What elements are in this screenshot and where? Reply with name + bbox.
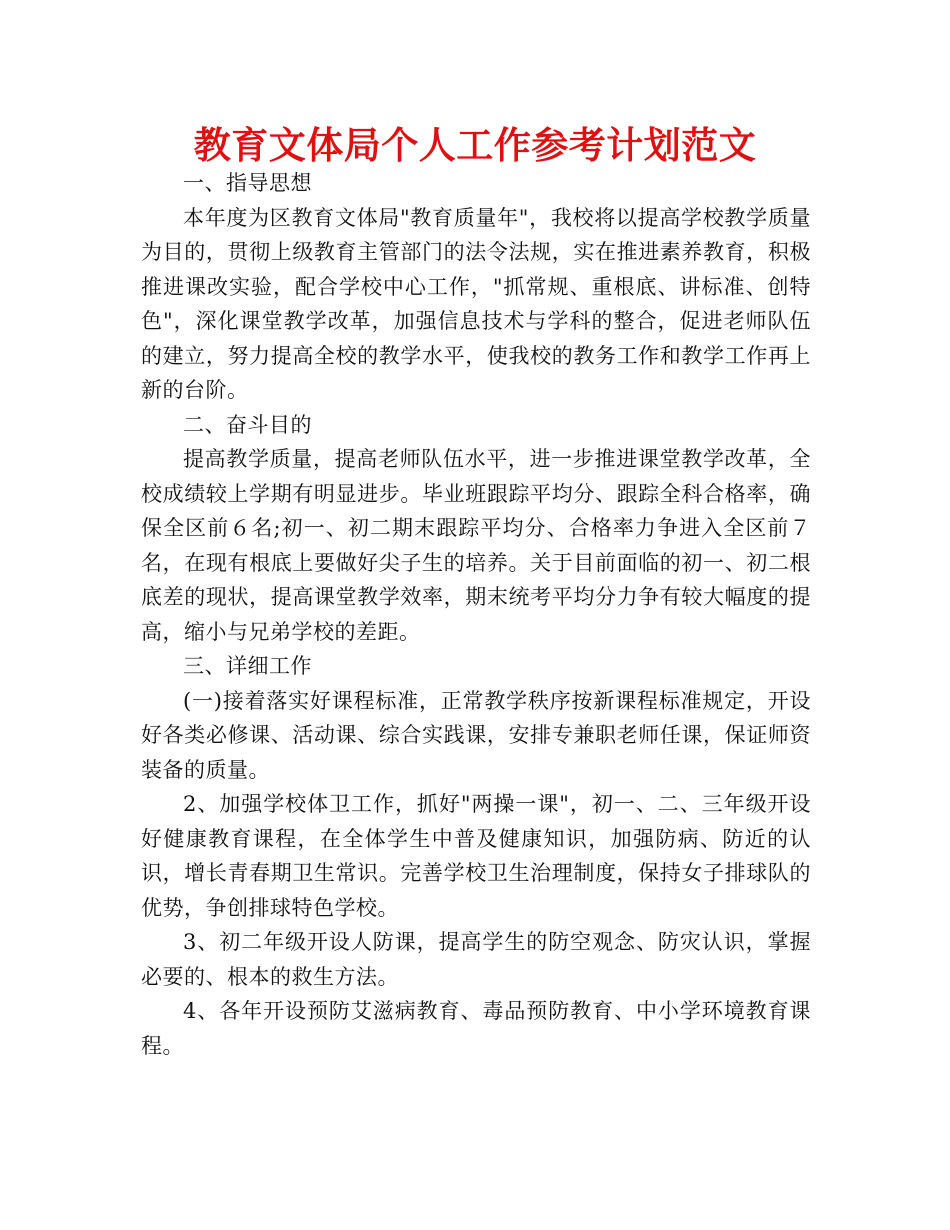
body-paragraph: 3、初二年级开设人防课，提高学生的防空观念、防灾认识，掌握必要的、根本的救生方法。 [141, 930, 811, 989]
body-paragraph: 本年度为区教育文体局"教育质量年"，我校将以提高学校教学质量为目的，贯彻上级教育主管部门的法令法规，实在推进素养教育，积极推进课改实验，配合学校中心工作，"抓常规、重根底、讲标准、创特色"，深化课堂教学改革，加强信息技术与学科的整合，促进老师队伍的建立，努力提高全校的教学水平，使我校的教务工作和教学工作再上新的台阶。 [141, 205, 811, 402]
body-paragraph: 2、加强学校体卫工作，抓好"两操一课"，初一、二、三年级开设好健康教育课程，在全体学生中普及健康知识，加强防病、防近的认识，增长青春期卫生常识。完善学校卫生治理制度，保持女子排球队的优势，争创排球特色学校。 [141, 792, 811, 920]
body-paragraph: 提高教学质量，提高老师队伍水平，进一步推进课堂教学改革，全校成绩较上学期有明显进步。毕业班跟踪平均分、跟踪全科合格率，确保全区前６名;初一、初二期末跟踪平均分、合格率力争进入全区前７名，在现有根底上要做好尖子生的培养。关于目前面临的初一、初二根底差的现状，提高课堂教学效率，期末统考平均分力争有较大幅度的提高，缩小与兄弟学校的差距。 [141, 447, 811, 644]
section-heading: 二、奋斗目的 [183, 412, 312, 437]
body-paragraph: (一)接着落实好课程标准，正常教学秩序按新课程标准规定，开设好各类必修课、活动课、综合实践课，安排专兼职老师任课，保证师资装备的质量。 [141, 688, 811, 782]
section-heading: 三、详细工作 [183, 654, 312, 678]
section-heading: 一、指导思想 [183, 171, 312, 195]
document-body [141, 166, 811, 1063]
body-paragraph: 4、各年开设预防艾滋病教育、毒品预防教育、中小学环境教育课程。 [141, 999, 811, 1058]
page-title: 教育文体局个人工作参考计划范文 [193, 124, 757, 167]
